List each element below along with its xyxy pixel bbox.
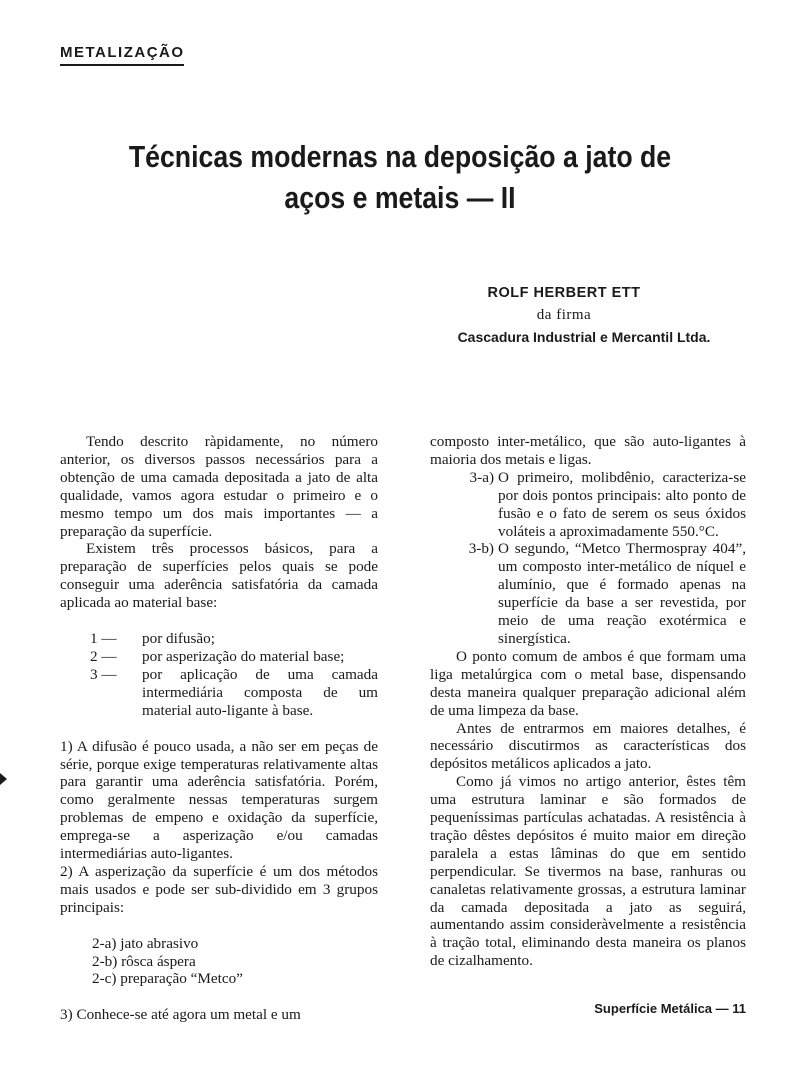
list-text: por asperização do material base; [142, 647, 345, 665]
left-column [60, 433, 378, 1024]
margin-arrow-icon [0, 773, 7, 785]
list-item [90, 666, 378, 720]
processes-paragraph: Existem três processos básicos, para a preparação de superfícies pelos quais se pode conseguir uma aderência satisfatória da camada aplicada ao material base: [60, 540, 378, 612]
right-column [430, 433, 746, 970]
list-text: O primeiro, molibdênio, caracteriza-se por dois pontos principais: alto ponto de fusão e o fato de serem os seus óxidos voláteis a aproximadamente 550.°C. [498, 468, 746, 540]
list-item [90, 648, 378, 666]
list-item [90, 630, 378, 648]
list-number: 2 — [90, 647, 117, 665]
list-number: 3 — [90, 665, 117, 683]
list-text: por difusão; [142, 630, 215, 648]
byline [400, 282, 728, 348]
list-label: 3-b) [468, 540, 494, 558]
subgroup-list [60, 935, 378, 989]
list-item: 2-a) jato abrasivo [92, 934, 199, 952]
item-1-paragraph: 1) A difusão é pouco usada, a não ser em peças de série, porque exige temperaturas relativamente altas para garantir uma aderência satisfatória. Porém, como geralmente nessas temperaturas surgem problemas de empeno e oxidação da superfície, emprega-se a asperização e/ou camadas intermediárias auto-ligantes. [60, 737, 378, 863]
list-text: O segundo, “Metco Thermospray 404”, um composto inter-metálico de níquel e alumínio, que é formado apenas na superfície da base a ser revestida, por meio de uma reação exotérmica e sinergística. [498, 540, 746, 647]
section-label: METALIZAÇÃO [60, 44, 185, 61]
section-underline [60, 64, 184, 66]
list-item: 2-c) preparação “Metco” [92, 970, 243, 988]
intro-paragraph: Tendo descrito ràpidamente, no número anterior, os diversos passos necessários para a obtenção de uma camada depositada a jato de alta qualidade, vamos agora estudar o primeiro e o mesmo tempo um dos mais importantes — a preparação da superfície. [60, 433, 378, 540]
structure-paragraph: Como já vimos no artigo anterior, êstes têm uma estrutura laminar e são formados de pequeníssimas partículas achatadas. A resistência à tração dêstes depósitos é muito maior em direção paralela a estas lâminas do que em sentido perpendicular. Se tivermos na base, ranhuras ou canaletas relativamente grossas, a estrutura laminar da camada depositada a jato as seguirá, aumentando assim consideràvelmente a resistência à tração total, eliminando desta maneira os planos de cizalhamento. [430, 773, 746, 970]
details-paragraph: Antes de entrarmos em maiores detalhes, é necessário discutirmos as características dos depósitos metálicos aplicados a jato. [430, 719, 746, 773]
title-line-1: Técnicas modernas na deposição a jato de [128, 139, 672, 174]
list-text: por aplicação de uma camada intermediária composta de um material auto-ligante à base. [142, 665, 378, 719]
list-item: 2-b) rôsca áspera [92, 952, 196, 970]
list-label: 3-a) [469, 468, 494, 486]
processes-list [60, 630, 378, 720]
author-name: ROLF HERBERT ETT [487, 285, 641, 301]
firm-label: da firma [536, 307, 592, 323]
subitems-list [430, 469, 746, 648]
page-footer: Superfície Metálica — 11 [594, 1001, 746, 1016]
article-title [108, 136, 693, 218]
item-3-paragraph: 3) Conhece-se até agora um metal e um [60, 1006, 301, 1024]
list-number: 1 — [90, 630, 117, 648]
list-item [430, 540, 746, 647]
list-item [430, 469, 746, 541]
common-point-paragraph: O ponto comum de ambos é que formam uma liga metalúrgica com o metal base, dispensando desta maneira qualquer preparação adicional além de uma limpeza da base. [430, 647, 746, 719]
company-name: Cascadura Industrial e Mercantil Ltda. [457, 329, 711, 345]
item-2-paragraph: 2) A asperização da superfície é um dos métodos mais usados e pode ser sub-dividido em 3 grupos principais: [60, 862, 378, 916]
title-line-2: aços e metais — II [284, 180, 516, 215]
continuation-paragraph: composto inter-metálico, que são auto-ligantes à maioria dos metais e ligas. [430, 433, 746, 468]
